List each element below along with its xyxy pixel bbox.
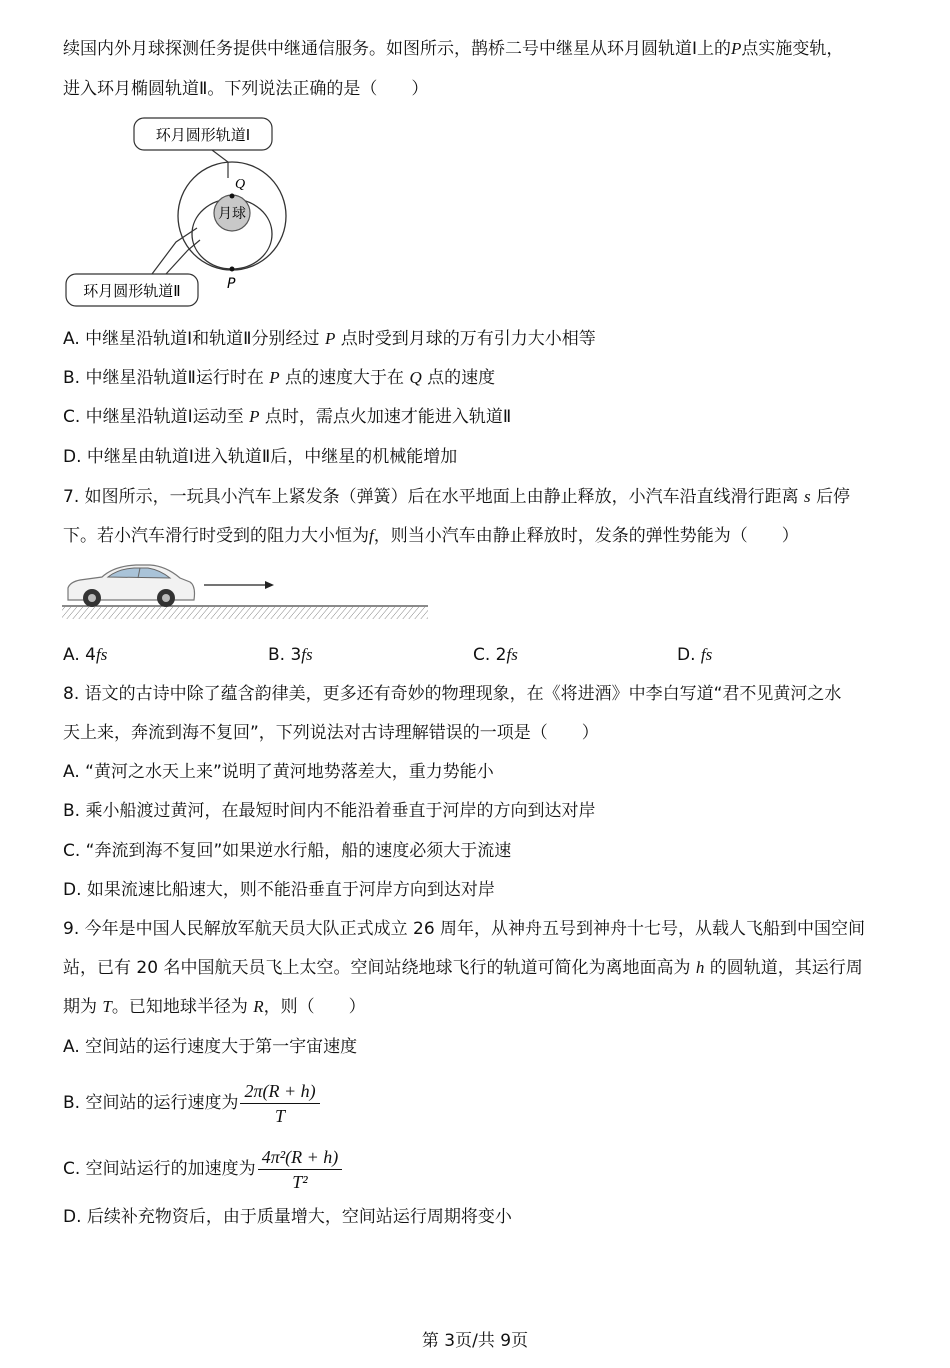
q6-option-b: B. 中继星沿轨道Ⅱ运行时在 P 点的速度大于在 Q 点的速度 [63, 368, 496, 388]
q9-option-c: C. 空间站运行的加速度为 $\frac{\text{4π²(R + h)}}{\text{T²}}$ [63, 1144, 342, 1194]
orbit-diagram [62, 112, 302, 312]
q9-option-a: A. 空间站的运行速度大于第一宇宙速度 [63, 1037, 358, 1057]
callout-bottom-2 [166, 240, 200, 274]
ground-hatch [62, 607, 428, 619]
q8-option-a: A. “黄河之水天上来”说明了黄河地势落差大，重力势能小 [63, 762, 494, 782]
q8-stem-line-2: 天上来，奔流到海不复回”，下列说法对古诗理解错误的一项是（ ） [63, 723, 599, 743]
q7-option-b: B. 3fs [268, 645, 313, 665]
toy-car [68, 565, 195, 607]
q8-option-d: D. 如果流速比船速大，则不能沿垂直于河岸方向到达对岸 [63, 880, 495, 900]
q9-stem-line-3: 期为 T。已知地球半径为 R，则（ ） [63, 997, 366, 1017]
label-top: 环月圆形轨道Ⅰ [155, 126, 251, 144]
formula-acceleration: $\frac{\text{4π²(R + h)}}{\text{T²}}$ [258, 1145, 343, 1194]
q9-option-d: D. 后续补充物资后，由于质量增大，空间站运行周期将变小 [63, 1207, 512, 1227]
q7-stem-line-1: 7. 如图所示，一玩具小汽车上紧发条（弹簧）后在水平地面上由静止释放，小汽车沿直线滑行距离 s 后停 [63, 487, 851, 507]
moon-label: 月球 [218, 206, 246, 222]
formula-speed: $\frac{2\pi(R + h)}{T}$ [240, 1079, 319, 1128]
q6-option-a: A. 中继星沿轨道Ⅰ和轨道Ⅱ分别经过 P 点时受到月球的万有引力大小相等 [63, 329, 596, 349]
q7-option-a: A. 4fs [63, 645, 108, 665]
car-diagram [62, 560, 432, 626]
motion-arrow-head [265, 581, 274, 589]
label-bottom: 环月圆形轨道Ⅱ [83, 282, 181, 300]
intro-line-2: 进入环月椭圆轨道Ⅱ。下列说法正确的是（ ） [63, 79, 429, 99]
q7-option-d: D. fs [677, 645, 713, 665]
q7-option-c: C. 2fs [473, 645, 518, 665]
point-q-dot [230, 194, 235, 199]
page-footer: 第 3页/共 9页 [421, 1331, 529, 1351]
q8-option-b: B. 乘小船渡过黄河，在最短时间内不能沿着垂直于河岸的方向到达对岸 [63, 801, 596, 821]
q9-option-b: B. 空间站的运行速度为 $\frac{2\pi(R + h)}{T}$ [63, 1078, 320, 1128]
q8-stem-line-1: 8. 语文的古诗中除了蕴含韵律美，更多还有奇妙的物理现象，在《将进酒》中李白写道“君不见黄河之水 [63, 684, 842, 704]
q8-option-c: C. “奔流到海不复回”如果逆水行船，船的速度必须大于流速 [63, 841, 512, 861]
point-p-dot [230, 267, 235, 272]
q6-option-c: C. 中继星沿轨道Ⅰ运动至 P 点时，需点火加速才能进入轨道Ⅱ [63, 407, 512, 427]
q9-stem-line-2: 站，已有 20 名中国航天员飞上太空。空间站绕地球飞行的轨道可简化为离地面高为 h 的圆轨道，其运行周 [63, 958, 863, 978]
q7-stem-line-2: 下。若小汽车滑行时受到的阻力大小恒为f，则当小汽车由静止释放时，发条的弹性势能为（ ） [63, 526, 799, 546]
q9-stem-line-1: 9. 今年是中国人民解放军航天员大队正式成立 26 周年，从神舟五号到神舟十七号，从载人飞船到中国空间 [63, 919, 866, 939]
intro-line-1: 续国内外月球探测任务提供中继通信服务。如图所示，鹊桥二号中继星从环月圆轨道Ⅰ上的P点实施变轨， [63, 39, 844, 59]
point-q-label: Q [235, 177, 246, 192]
q6-option-d: D. 中继星由轨道Ⅰ进入轨道Ⅱ后，中继星的机械能增加 [63, 447, 458, 467]
point-p-label: P [227, 276, 236, 292]
